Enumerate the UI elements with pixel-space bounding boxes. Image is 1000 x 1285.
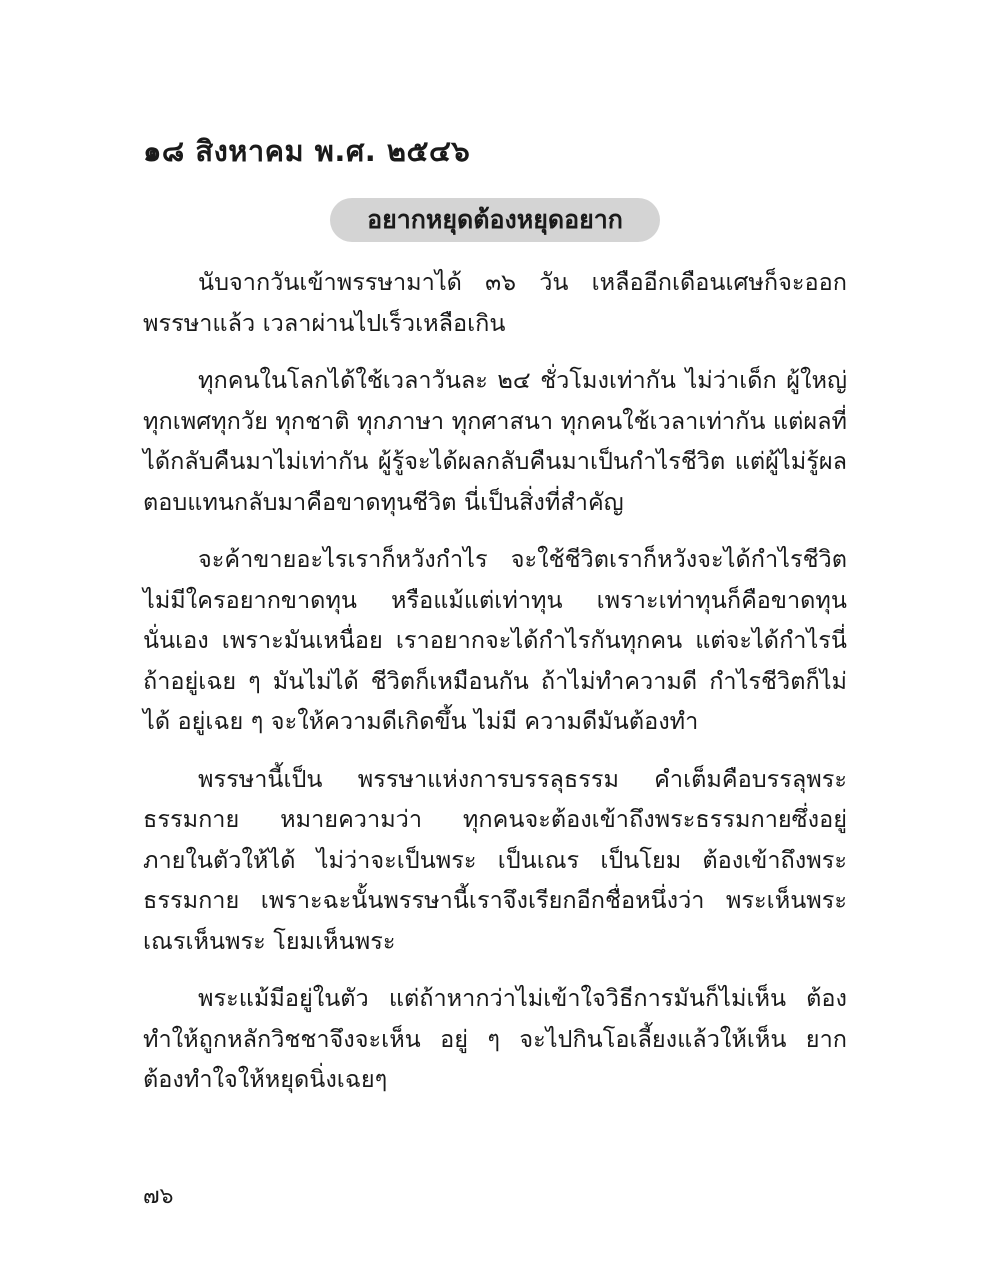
paragraph-1: นับจากวันเข้าพรรษามาได้ ๓๖ วัน เหลืออีกเดือนเศษก็จะออกพรรษาแล้ว เวลาผ่านไปเร็วเหลือเกิน — [143, 268, 847, 337]
chapter-title: อยากหยุดต้องหยุดอยาก — [330, 198, 660, 242]
body-text — [143, 262, 847, 1117]
paragraph-3: จะค้าขายอะไรเราก็หวังกำไร จะใช้ชีวิตเราก็หวังจะได้กำไรชีวิต ไม่มีใครอยากขาดทุน หรือแม้แต่เท่าทุน เพราะเท่าทุนก็คือขาดทุนนั่นเอง เพราะมันเหนื่อย เราอยากจะได้กำไรกันทุกคน แต่จะได้กำไรนี่ ถ้าอยู่เฉย ๆ มันไม่ได้ ชีวิตก็เหมือนกัน ถ้าไม่ทำความดี กำไรชีวิตก็ไม่ได้ อยู่เฉย ๆ จะให้ความดีเกิดขึ้น ไม่มี ความดีมันต้องทำ — [143, 545, 847, 735]
paragraph-5: พระแม้มีอยู่ในตัว แต่ถ้าหากว่าไม่เข้าใจวิธีการมันก็ไม่เห็น ต้องทำให้ถูกหลักวิชชาจึงจะเห็น อยู่ ๆ จะไปกินโอเลี้ยงแล้วให้เห็น ยาก ต้องทำใจให้หยุดนิ่งเฉยๆ — [143, 984, 847, 1093]
date-heading: ๑๘ สิงหาคม พ.ศ. ๒๕๔๖ — [143, 134, 471, 168]
page-number: ๗๖ — [143, 1184, 174, 1209]
paragraph-4: พรรษานี้เป็น พรรษาแห่งการบรรลุธรรม คำเต็มคือบรรลุพระธรรมกาย หมายความว่า ทุกคนจะต้องเข้าถึงพระธรรมกายซึ่งอยู่ภายในตัวให้ได้ ไม่ว่าจะเป็นพระ เป็นเณร เป็นโยม ต้องเข้าถึงพระธรรมกาย เพราะฉะนั้นพรรษานี้เราจึงเรียกอีกชื่อหนึ่งว่า พระเห็นพระ เณรเห็นพระ โยมเห็นพระ — [143, 764, 847, 955]
paragraph-2: ทุกคนในโลกได้ใช้เวลาวันละ ๒๔ ชั่วโมงเท่ากัน ไม่ว่าเด็ก ผู้ใหญ่ ทุกเพศทุกวัย ทุกชาติ ทุกภาษา ทุกศาสนา ทุกคนใช้เวลาเท่ากัน แต่ผลที่ได้กลับคืนมาไม่เท่ากัน ผู้รู้จะได้ผลกลับคืนมาเป็นกำไรชีวิต แต่ผู้ไม่รู้ผลตอบแทนกลับมาคือขาดทุนชีวิต นี่เป็นสิ่งที่สำคัญ — [143, 366, 847, 516]
